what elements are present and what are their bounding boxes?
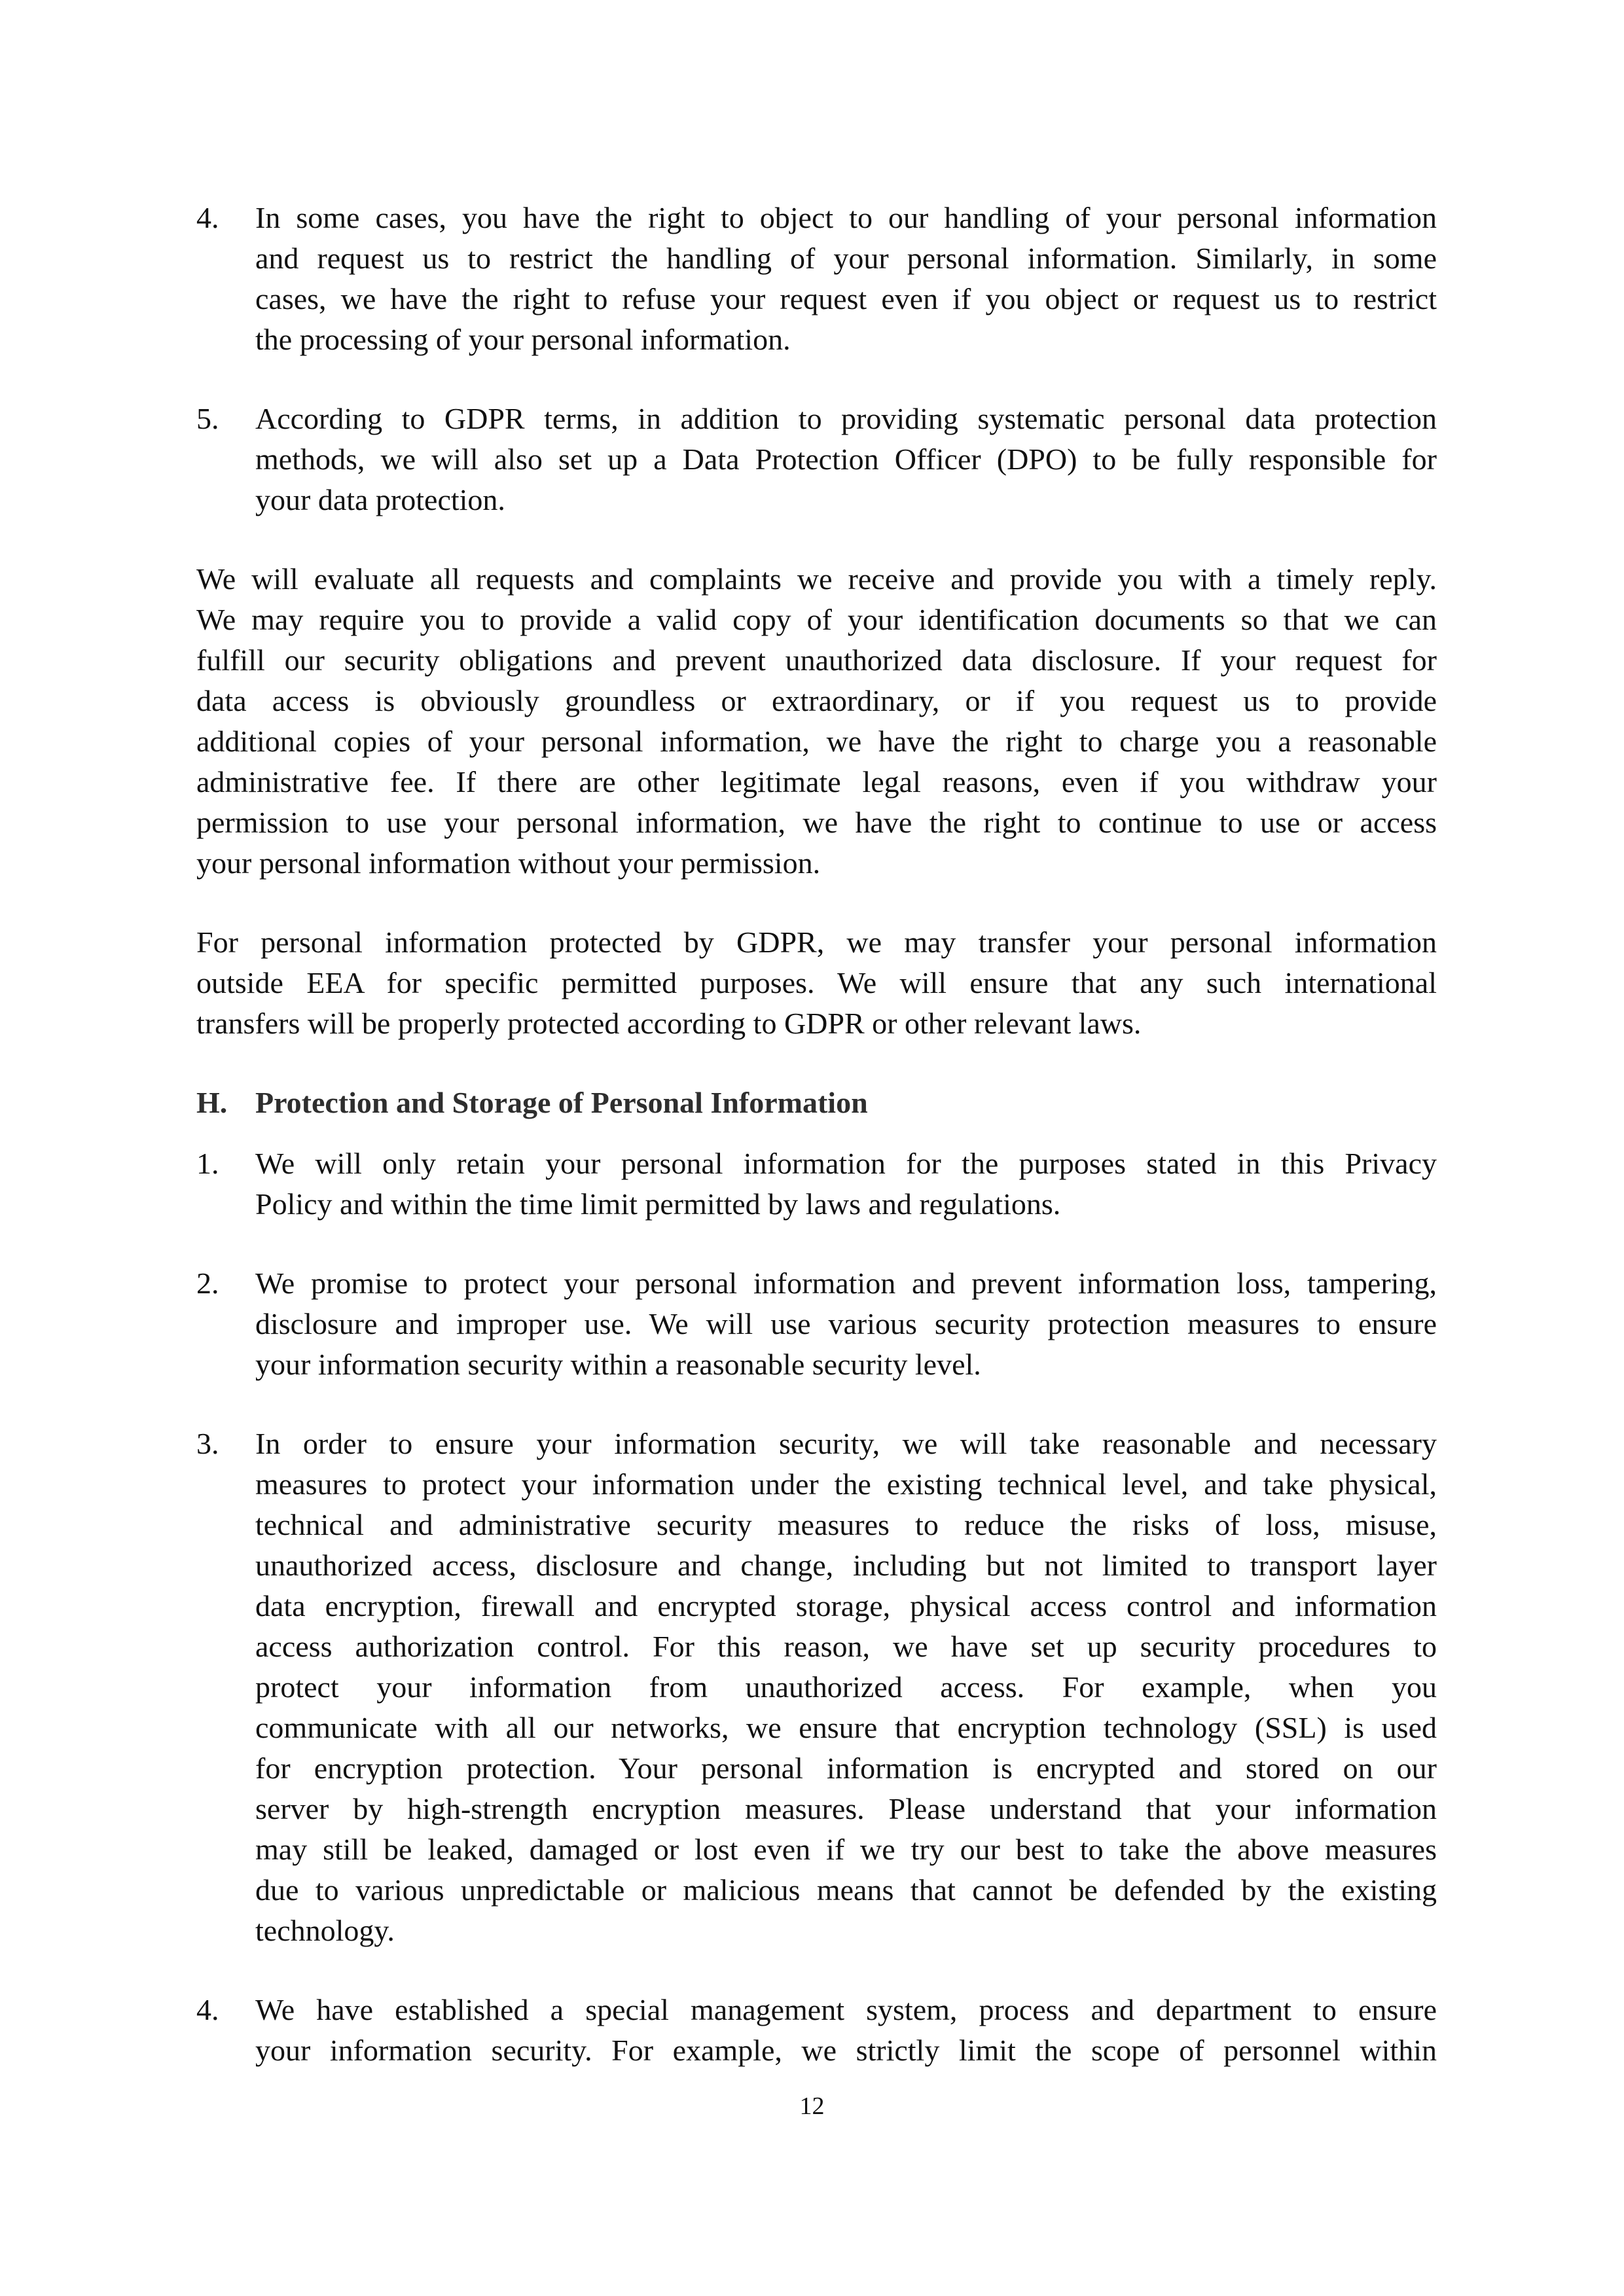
text-line: methods, we will also set up a Data Protection Officer (DPO) to be fully responsible for	[255, 442, 1437, 476]
list-item-rights-object	[196, 198, 1437, 360]
text-line: your information security within a reasonable security level.	[255, 1348, 981, 1381]
paragraph-requests-complaints	[196, 559, 1437, 884]
text-line: outside EEA for specific permitted purposes. We will ensure that any such international	[196, 966, 1437, 999]
list-number: 5.	[196, 402, 219, 435]
text-line: According to GDPR terms, in addition to providing systematic personal data protection	[255, 402, 1437, 435]
text-line: disclosure and improper use. We will use various security protection measures to ensure	[255, 1307, 1437, 1340]
list-item-gdpr-dpo	[196, 399, 1437, 520]
text-line: and request us to restrict the handling of your personal information. Similarly, in some	[255, 242, 1437, 275]
page-number: 12	[799, 2092, 825, 2120]
text-line: We promise to protect your personal information and prevent information loss, tampering,	[255, 1266, 1437, 1300]
text-line: protect your information from unauthorized access. For example, when you	[255, 1670, 1437, 1704]
text-line: server by high-strength encryption measures. Please understand that your information	[255, 1792, 1437, 1825]
list-number: 4.	[196, 1993, 219, 2026]
text-line: We may require you to provide a valid copy of your identification documents so that we can	[196, 603, 1437, 636]
section-title: Protection and Storage of Personal Information	[255, 1086, 868, 1119]
text-line: may still be leaked, damaged or lost even if we try our best to take the above measures	[255, 1833, 1437, 1866]
text-line: your personal information without your permission.	[196, 846, 821, 880]
list-item-management-system	[196, 1990, 1437, 2071]
list-number: 2.	[196, 1266, 219, 1300]
text-line: technology.	[255, 1914, 395, 1947]
text-line: permission to use your personal information, we have the right to continue to use or access	[196, 806, 1437, 839]
paragraph-gdpr-transfers	[196, 922, 1437, 1044]
text-line: communicate with all our networks, we ensure that encryption technology (SSL) is used	[255, 1711, 1437, 1744]
list-number: 3.	[196, 1427, 219, 1460]
section-letter: H.	[196, 1086, 228, 1119]
text-line: Policy and within the time limit permitted by laws and regulations.	[255, 1187, 1061, 1221]
text-line: We will evaluate all requests and complaints we receive and provide you with a timely reply.	[196, 562, 1437, 596]
text-line: data encryption, firewall and encrypted storage, physical access control and information	[255, 1589, 1437, 1623]
text-line: We will only retain your personal information for the purposes stated in this Privacy	[255, 1147, 1437, 1180]
document-page	[196, 198, 1437, 2109]
text-line: additional copies of your personal information, we have the right to charge you a reasonable	[196, 725, 1437, 758]
text-line: measures to protect your information under the existing technical level, and take physical,	[255, 1467, 1437, 1501]
text-line: due to various unpredictable or malicious means that cannot be defended by the existing	[255, 1873, 1437, 1907]
text-line: your information security. For example, we strictly limit the scope of personnel within	[255, 2034, 1437, 2067]
list-number: 4.	[196, 201, 219, 234]
text-line: transfers will be properly protected according to GDPR or other relevant laws.	[196, 1007, 1142, 1040]
list-item-protection-promise	[196, 1263, 1437, 1385]
text-line: access authorization control. For this reason, we have set up security procedures to	[255, 1630, 1437, 1663]
text-line: your data protection.	[255, 483, 505, 516]
list-item-retention	[196, 1143, 1437, 1225]
text-line: In order to ensure your information security, we will take reasonable and necessary	[255, 1427, 1437, 1460]
text-line: administrative fee. If there are other legitimate legal reasons, even if you withdraw your	[196, 765, 1437, 798]
text-line: We have established a special management system, process and department to ensure	[255, 1993, 1437, 2026]
text-line: for encryption protection. Your personal information is encrypted and stored on our	[255, 1751, 1437, 1785]
text-line: unauthorized access, disclosure and change, including but not limited to transport layer	[255, 1549, 1437, 1582]
text-line: technical and administrative security measures to reduce the risks of loss, misuse,	[255, 1508, 1437, 1541]
text-line: cases, we have the right to refuse your request even if you object or request us to restrict	[255, 282, 1437, 315]
text-line: For personal information protected by GDPR, we may transfer your personal information	[196, 925, 1437, 959]
text-line: the processing of your personal information.	[255, 323, 791, 356]
text-line: fulfill our security obligations and prevent unauthorized data disclosure. If your request for	[196, 643, 1437, 677]
list-number: 1.	[196, 1147, 219, 1180]
section-heading-protection-storage	[196, 1083, 1437, 1123]
text-line: In some cases, you have the right to object to our handling of your personal information	[255, 201, 1437, 234]
list-item-security-measures	[196, 1424, 1437, 1951]
text-line: data access is obviously groundless or extraordinary, or if you request us to provide	[196, 684, 1437, 717]
